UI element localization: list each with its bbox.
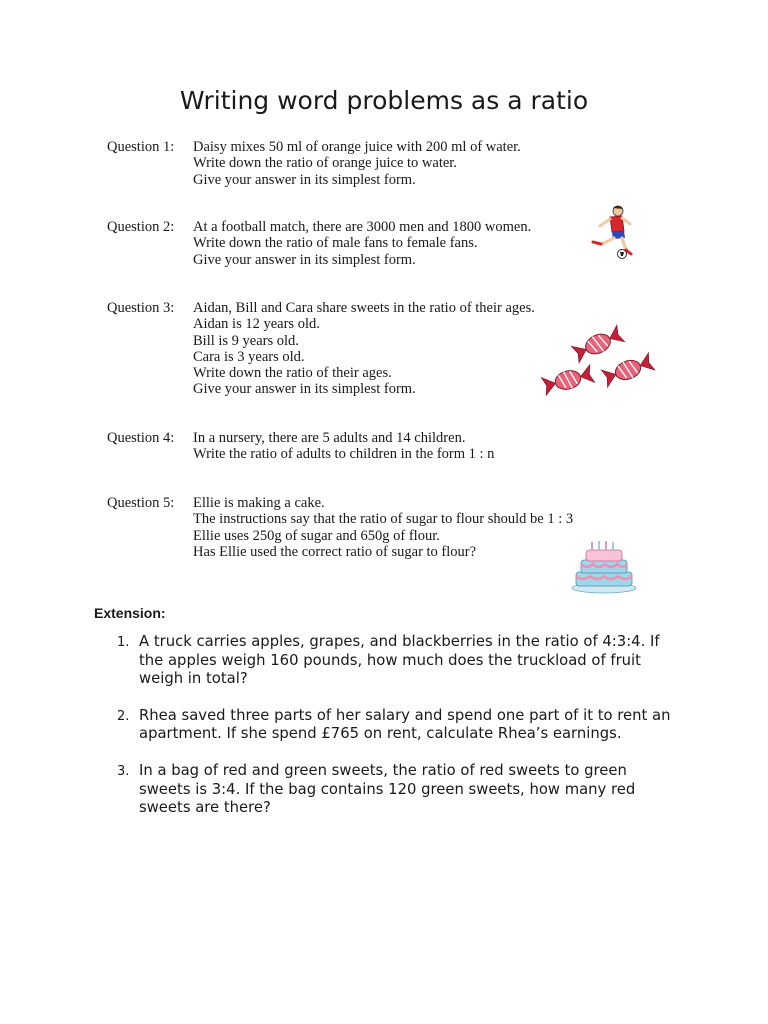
list-item (100, 762, 680, 818)
list-item-text: Rhea saved three parts of her salary and spend one part of it to rent an apartment. If she spend £765 on rent, calculate Rhea’s earnings. (139, 706, 671, 743)
list-item-number: 1. (117, 635, 130, 650)
extension-list (100, 633, 680, 836)
question-label: Question 2: (107, 219, 175, 235)
footballer-illustration (586, 204, 642, 260)
sweet-icon (601, 353, 654, 387)
question-line: Ellie is making a cake. (193, 495, 325, 511)
question-line: In a nursery, there are 5 adults and 14 children. (193, 430, 466, 446)
question-label: Question 5: (107, 495, 175, 511)
question-line: Write down the ratio of orange juice to water. (193, 155, 457, 172)
list-item (100, 633, 680, 689)
question-line: Write down the ratio of male fans to female fans. (193, 235, 478, 252)
question-line: Bill is 9 years old. (193, 332, 299, 349)
question-text (193, 495, 573, 560)
question-line: Write down the ratio of their ages. (193, 365, 392, 382)
page-title: Writing word problems as a ratio (179, 86, 589, 115)
cake-illustration (570, 540, 638, 594)
question-line: Give your answer in its simplest form. (193, 251, 416, 268)
sweets-illustration (540, 322, 660, 402)
question-line: Cara is 3 years old. (193, 348, 305, 365)
list-item-number: 3. (117, 763, 130, 779)
list-item (100, 707, 680, 744)
question-text (193, 430, 494, 463)
question-label: Question 3: (107, 300, 175, 316)
question-line: Aidan, Bill and Cara share sweets in the ratio of their ages. (193, 300, 535, 316)
question-line: Give your answer in its simplest form. (193, 381, 416, 398)
list-item-text: In a bag of red and green sweets, the ratio of red sweets to green sweets is 3:4. If the bag contains 120 green sweets, how many red sweets are there? (139, 761, 636, 817)
question-line: Give your answer in its simplest form. (193, 171, 416, 188)
question-line: Ellie uses 250g of sugar and 650g of flour. (193, 527, 440, 544)
sweet-icon (542, 365, 595, 395)
question-line: At a football match, there are 3000 men and 1800 women. (193, 219, 532, 235)
question-text (193, 139, 521, 188)
question-line: Write the ratio of adults to children in the form 1 : n (193, 446, 495, 463)
question-text (193, 300, 535, 398)
extension-heading: Extension: (94, 605, 166, 621)
question-line: Daisy mixes 50 ml of orange juice with 200 ml of water. (193, 139, 521, 155)
question-text (193, 219, 531, 268)
sweet-icon (572, 325, 625, 362)
list-item-number: 2. (117, 708, 130, 724)
question-label: Question 1: (107, 139, 175, 155)
question-label: Question 4: (107, 430, 175, 446)
question-line: Aidan is 12 years old. (193, 316, 320, 333)
question-line: Has Ellie used the correct ratio of sugar to flour? (193, 543, 477, 560)
question-line: The instructions say that the ratio of sugar to flour should be 1 : 3 (193, 511, 574, 528)
list-item-text: A truck carries apples, grapes, and blackberries in the ratio of 4:3:4. If the apples weigh 160 pounds, how much does the truckload of fruit weigh in total? (139, 633, 660, 688)
